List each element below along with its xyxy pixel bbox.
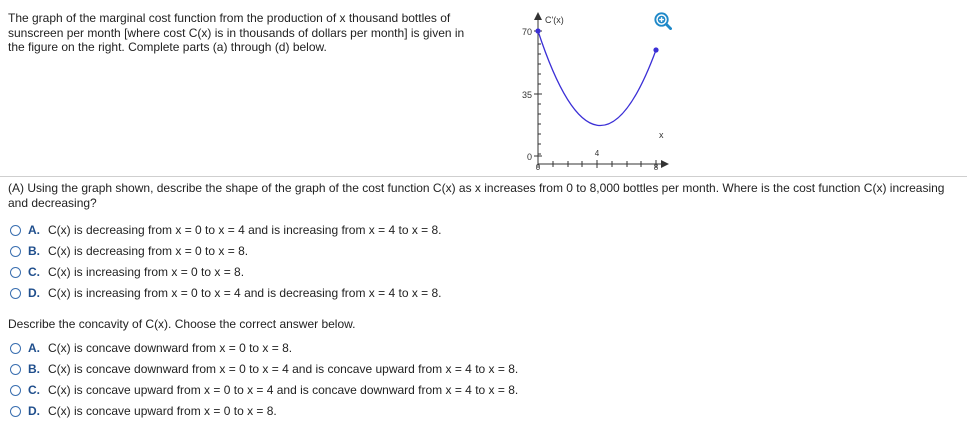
part-a-option-a[interactable] [10,221,442,239]
part-b-option-b[interactable] [10,360,518,378]
part-a-option-d[interactable] [10,284,442,302]
x-tick-label-0: 0 [535,163,541,170]
part-b-option-a[interactable] [10,339,292,357]
option-text: C(x) is concave upward from x = 0 to x = 8. [48,404,277,418]
x-axis-arrow [661,160,669,168]
radio-button[interactable] [10,288,21,299]
option-letter: C. [28,265,40,279]
x-axis-label: x [659,130,664,140]
option-letter: A. [28,223,40,237]
y-axis-label: C'(x) [545,15,564,25]
part-a-option-b[interactable] [10,242,248,260]
radio-button[interactable] [10,343,21,354]
y-axis-arrow [534,12,542,20]
option-text: C(x) is decreasing from x = 0 to x = 8. [48,244,249,258]
y-tick-label-70: 70 [521,27,532,37]
radio-button[interactable] [10,267,21,278]
part-b-option-c[interactable] [10,381,518,399]
curve-start-point [535,28,540,33]
option-letter: C. [28,383,40,397]
option-text: C(x) is concave downward from x = 0 to x = 8. [48,341,293,355]
curve-end-point [653,47,658,52]
option-letter: D. [28,286,40,300]
radio-button[interactable] [10,225,21,236]
x-tick-label-8: 8 [653,163,659,170]
option-text: C(x) is decreasing from x = 0 to x = 4 and is increasing from x = 4 to x = 8. [48,223,442,237]
option-text: C(x) is increasing from x = 0 to x = 4 and is decreasing from x = 4 to x = 8. [48,286,442,300]
option-text: C(x) is increasing from x = 0 to x = 8. [48,265,245,279]
y-tick-label-35: 35 [521,90,532,100]
zoom-in-icon[interactable] [653,11,672,30]
option-letter: A. [28,341,40,355]
part-a-question: (A) Using the graph shown, describe the shape of the graph of the cost function C(x) as x increases from 0 to 8,000 bottles per month. Where is the cost function C(x) increasing and decreasing? [8,181,945,210]
radio-button[interactable] [10,246,21,257]
radio-button[interactable] [10,406,21,417]
option-text: C(x) is concave upward from x = 0 to x = 4 and is concave downward from x = 4 to x = 8. [48,383,519,397]
option-letter: B. [28,362,40,376]
problem-intro: The graph of the marginal cost function from the production of x thousand bottles of sunscreen per month [where cost C(x) is in thousands of dollars per month] is given in the figure on the right. Complete parts (a) through (d) below. [8,11,465,54]
marginal-cost-curve [538,31,656,126]
part-b-option-d[interactable] [10,402,277,420]
option-text: C(x) is concave downward from x = 0 to x = 4 and is concave upward from x = 4 to x = 8. [48,362,519,376]
marginal-cost-graph [513,10,683,170]
part-b-question: Describe the concavity of C(x). Choose the correct answer below. [8,317,356,331]
part-a-option-c[interactable] [10,263,244,281]
radio-button[interactable] [10,364,21,375]
option-letter: D. [28,404,40,418]
x-tick-label-4: 4 [594,149,600,158]
section-divider [0,176,967,177]
radio-button[interactable] [10,385,21,396]
option-letter: B. [28,244,40,258]
y-tick-label-0: 0 [526,152,532,162]
